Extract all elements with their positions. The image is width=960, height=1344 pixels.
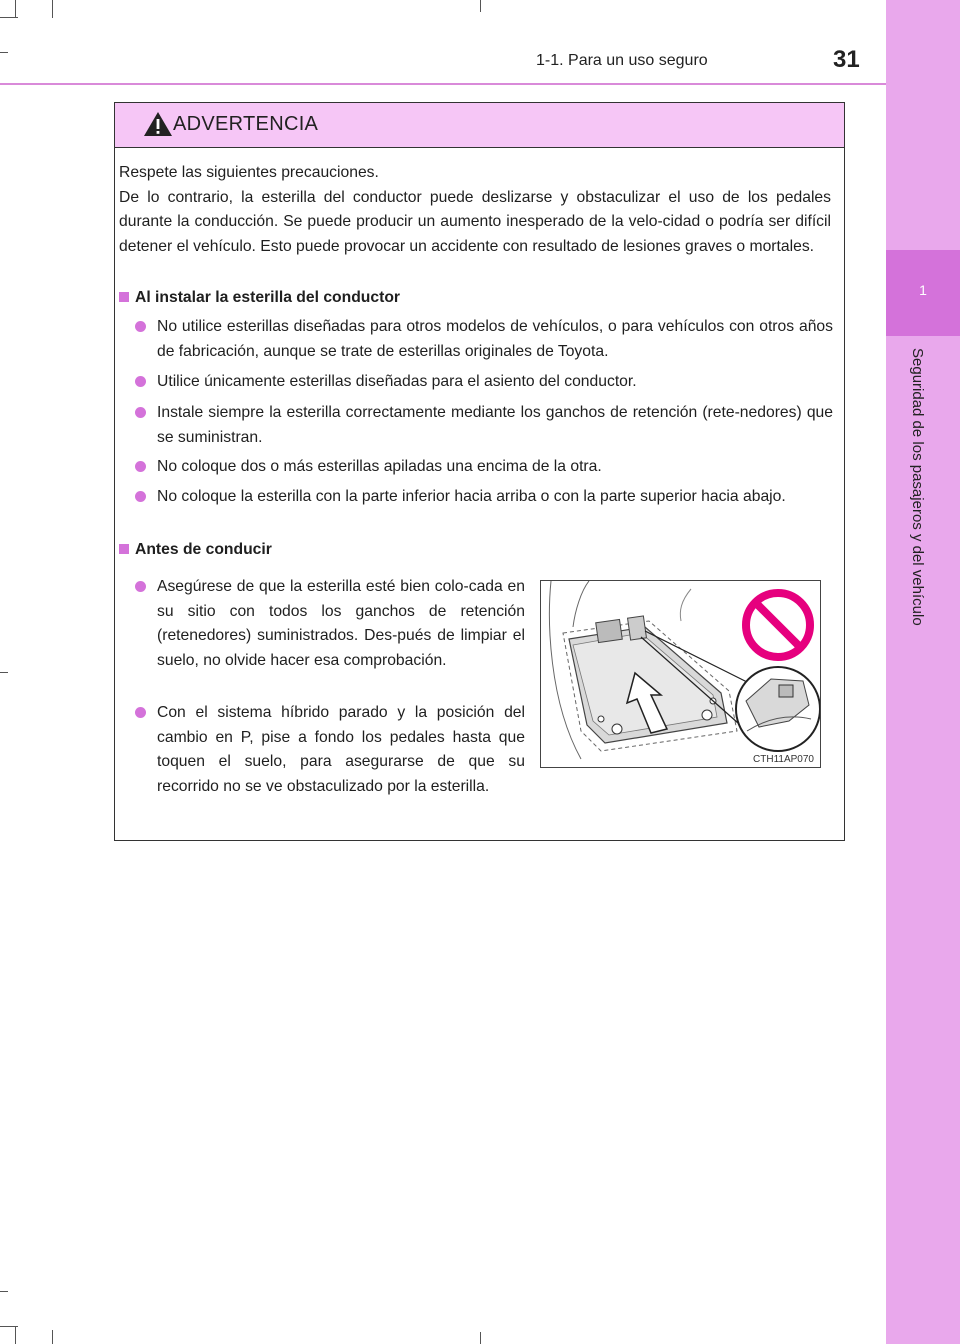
crop-mark [0, 672, 8, 673]
list-item: No utilice esterillas diseñadas para otros modelos de vehículos, o para vehículos con otros años de fabricación, aunque se trate de esterillas originales de Toyota. [139, 315, 833, 364]
section-heading: Antes de conducir [119, 541, 272, 559]
section-heading: Al instalar la esterilla del conductor [119, 289, 400, 307]
figure-code: CTH11AP070 [753, 754, 814, 765]
bullet-dot-icon [135, 491, 146, 502]
crop-mark [15, 1326, 16, 1344]
list-item: No coloque la esterilla con la parte inferior hacia arriba o con la parte superior hacia abajo. [139, 485, 833, 510]
header-rule [0, 83, 886, 85]
floor-mat-drawing [541, 581, 820, 767]
list-item: Utilice únicamente esterillas diseñadas para el asiento del conductor. [139, 370, 833, 395]
crop-mark [0, 17, 18, 18]
square-bullet-icon [119, 544, 129, 554]
crop-mark [0, 52, 8, 53]
bullet-dot-icon [135, 376, 146, 387]
warning-triangle-icon [143, 111, 173, 137]
warning-title: ADVERTENCIA [173, 113, 319, 135]
section-title: 1-1. Para un uso seguro [536, 52, 708, 69]
bullet-dot-icon [135, 461, 146, 472]
bullet-dot-icon [135, 407, 146, 418]
bullet-dot-icon [135, 707, 146, 718]
intro-line: Respete las siguientes precauciones. [119, 164, 379, 181]
list-item: No coloque dos o más esterillas apiladas una encima de la otra. [139, 455, 833, 480]
bullet-dot-icon [135, 321, 146, 332]
square-bullet-icon [119, 292, 129, 302]
bullet-dot-icon [135, 581, 146, 592]
warning-intro [119, 161, 831, 259]
crop-mark [0, 1326, 18, 1327]
list-item: Con el sistema híbrido parado y la posición del cambio en P, pise a fondo los pedales hasta que toquen el suelo, para asegurarse de que su recorrido no se ve obstaculizado por la esterilla. [139, 701, 525, 799]
warning-box [114, 102, 845, 841]
floor-mat-illustration [540, 580, 821, 768]
crop-mark [480, 1332, 481, 1344]
chapter-number: 1 [919, 282, 927, 298]
list-item: Instale siempre la esterilla correctamente mediante los ganchos de retención (rete-nedores) que se suministran. [139, 401, 833, 450]
crop-mark [480, 0, 481, 12]
list-item: Asegúrese de que la esterilla esté bien colo-cada en su sitio con todos los ganchos de retención (retenedores) suministrados. Des-pués de limpiar el suelo, no olvide hacer esa comprobación. [139, 575, 525, 673]
crop-mark [0, 1291, 8, 1292]
intro-body: De lo contrario, la esterilla del conductor puede deslizarse y obstaculizar el uso de los pedales durante la conducción. Se puede producir un aumento inesperado de la velo-cidad o podría ser difícil detener el vehículo. Esto puede provocar un accidente con resultado de lesiones graves o mortales. [119, 188, 831, 255]
chapter-title: Seguridad de los pasajeros y del vehículo [909, 348, 926, 626]
crop-mark [52, 1330, 53, 1344]
warning-header [115, 103, 844, 148]
crop-mark [52, 0, 53, 18]
page-number: 31 [833, 46, 860, 73]
prohibition-icon [746, 593, 810, 657]
crop-mark [15, 0, 16, 18]
